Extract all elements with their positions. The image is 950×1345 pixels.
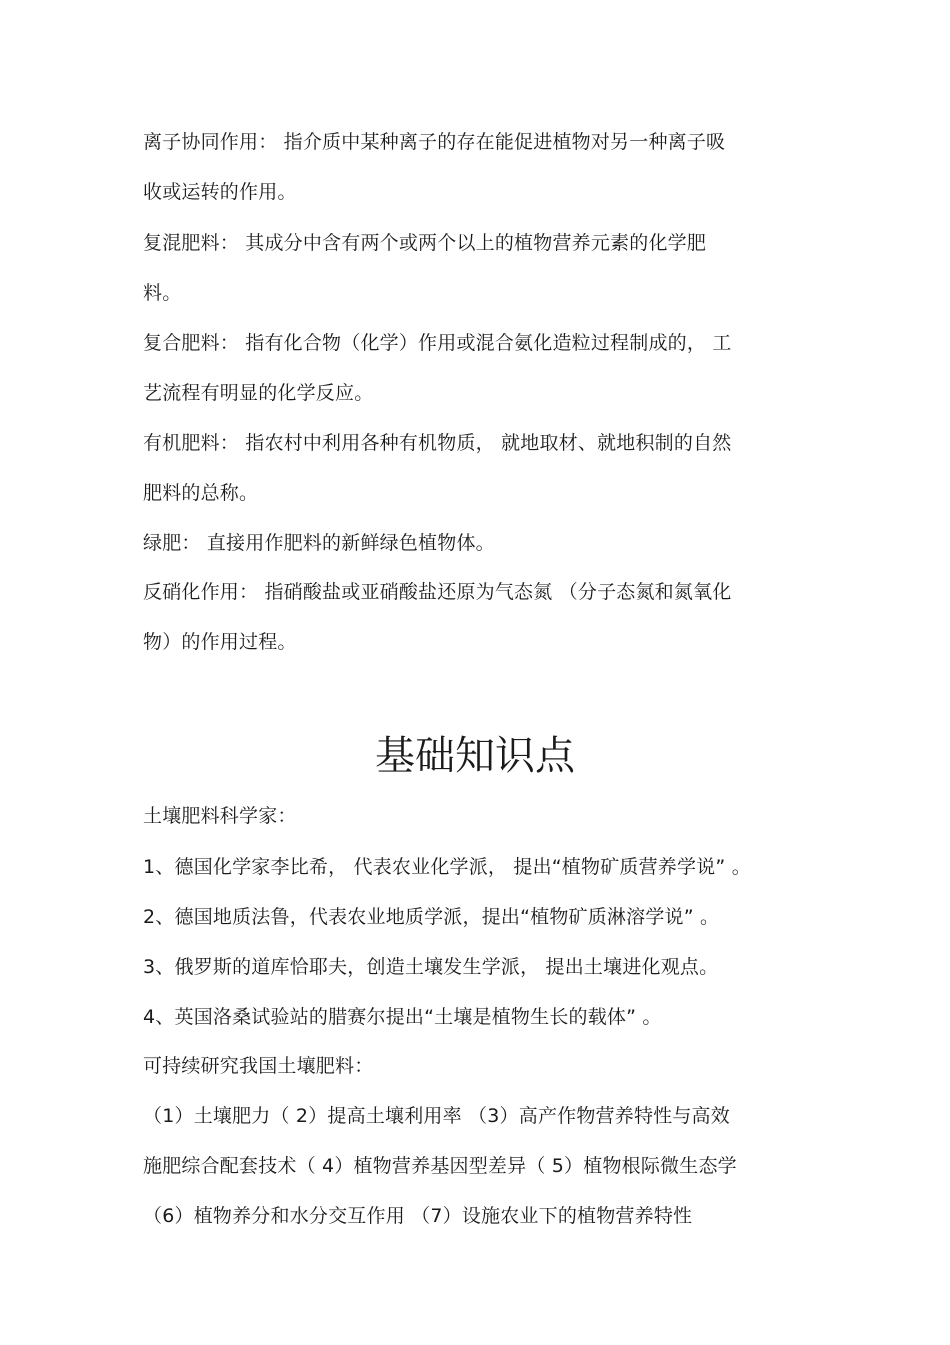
scientist-item-4: 4、英国洛桑试验站的腊赛尔提出“土壤是植物生长的载体” 。 bbox=[143, 1006, 662, 1028]
definition-denitrification-line-2: 物）的作用过程。 bbox=[143, 631, 297, 653]
definition-ion-synergy-line-1: 离子协同作用： 指介质中某种离子的存在能促进植物对另一种离子吸 bbox=[143, 131, 726, 153]
definition-green-manure: 绿肥： 直接用作肥料的新鲜绿色植物体。 bbox=[143, 532, 495, 554]
scientist-item-2: 2、德国地质法鲁，代表农业地质学派，提出“植物矿质淋溶学说” 。 bbox=[143, 906, 720, 928]
definition-denitrification-line-1: 反硝化作用： 指硝酸盐或亚硝酸盐还原为气态氮 （分子态氮和氮氧化 bbox=[143, 581, 732, 603]
definition-compound-fertilizer-line-1: 复合肥料： 指有化合物（化学）作用或混合氨化造粒过程制成的， 工 bbox=[143, 332, 732, 354]
definition-compound-mixed-fertilizer-line-1: 复混肥料： 其成分中含有两个或两个以上的植物营养元素的化学肥 bbox=[143, 232, 707, 254]
scientist-item-1: 1、德国化学家李比希， 代表农业化学派， 提出“植物矿质营养学说” 。 bbox=[143, 856, 751, 878]
research-line-2: 施肥综合配套技术（ 4）植物营养基因型差异（ 5）植物根际微生态学 bbox=[143, 1155, 737, 1177]
definition-organic-fertilizer-line-2: 肥料的总称。 bbox=[143, 482, 259, 504]
research-line-3: （6）植物养分和水分交互作用 （7）设施农业下的植物营养特性 bbox=[143, 1205, 693, 1227]
scientist-item-3: 3、俄罗斯的道库恰耶夫，创造土壤发生学派， 提出土壤进化观点。 bbox=[143, 956, 719, 978]
scientists-heading: 土壤肥料科学家： bbox=[143, 805, 297, 827]
research-heading: 可持续研究我国土壤肥料： bbox=[143, 1055, 374, 1077]
research-line-1: （1）土壤肥力（ 2）提高土壤利用率 （3）高产作物营养特性与高效 bbox=[143, 1105, 730, 1127]
definition-compound-mixed-fertilizer-line-2: 料。 bbox=[143, 282, 182, 304]
definition-compound-fertilizer-line-2: 艺流程有明显的化学反应。 bbox=[143, 382, 374, 404]
definition-organic-fertilizer-line-1: 有机肥料： 指农村中利用各种有机物质， 就地取材、就地积制的自然 bbox=[143, 432, 732, 454]
section-title: 基础知识点 bbox=[375, 733, 575, 779]
definition-ion-synergy-line-2: 收或运转的作用。 bbox=[143, 181, 297, 203]
